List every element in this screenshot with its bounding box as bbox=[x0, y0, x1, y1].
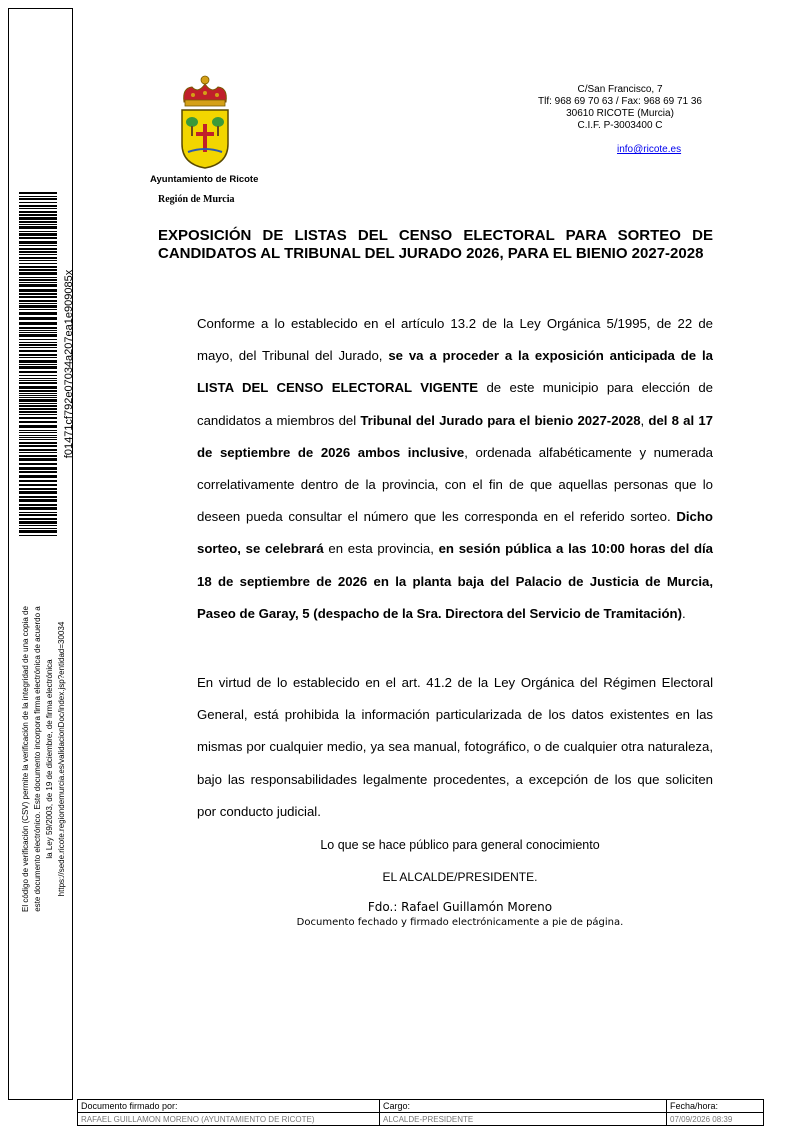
barcode-bar bbox=[19, 452, 57, 453]
barcode-bar bbox=[19, 525, 57, 526]
signature-header-row bbox=[78, 1100, 764, 1113]
position-value: ALCALDE-PRESIDENTE bbox=[380, 1113, 667, 1126]
verification-url: https://sede.ricote.regiondemurcia.es/validacionDoc/index.jsp?entidad=30034 bbox=[57, 621, 66, 897]
barcode-bar bbox=[19, 467, 57, 470]
barcode-bar bbox=[19, 277, 57, 278]
barcode-bar bbox=[19, 231, 57, 232]
barcode-bar bbox=[19, 260, 57, 261]
barcode-bar bbox=[19, 289, 57, 292]
barcode-bar bbox=[19, 393, 57, 394]
barcode-bar bbox=[19, 217, 57, 220]
barcode-bar bbox=[19, 279, 57, 281]
barcode-bar bbox=[19, 233, 57, 236]
barcode-bar bbox=[19, 512, 57, 513]
barcode-bar bbox=[19, 480, 57, 482]
barcode-bar bbox=[19, 360, 57, 363]
barcode-bar bbox=[19, 248, 57, 250]
document-title: EXPOSICIÓN DE LISTAS DEL CENSO ELECTORAL PARA SORTEO DE CANDIDATOS AL TRIBUNAL DEL JURADO 2026, PARA EL BIENIO 2027-2028 bbox=[158, 227, 713, 262]
barcode-bar bbox=[19, 380, 57, 381]
barcode-bar bbox=[19, 382, 57, 384]
text-run: , ordenada alfabéticamente y numerada correlativamente dentro de la provincia, con el fin de que aquellas personas que lo deseen pueda consultar el número que les corresponda en el referido sorteo. bbox=[197, 444, 713, 525]
verification-note bbox=[20, 604, 68, 914]
barcode-bar bbox=[19, 309, 57, 310]
bold-text-run: en sesión pública a las 10:00 horas del día 18 de septiembre de 2026 en la planta baja del Palacio de Justicia de Murcia, Paseo de Garay, 5 (despacho de la Sra. Directora del Servicio de Tramitación) bbox=[197, 541, 713, 621]
barcode-bar bbox=[19, 342, 57, 343]
barcode-bar bbox=[19, 530, 57, 533]
barcode-bar bbox=[19, 198, 57, 200]
address-line: C/San Francisco, 7 bbox=[577, 84, 663, 95]
barcode-bar bbox=[19, 282, 57, 283]
barcode-bar bbox=[19, 214, 57, 216]
datetime-header: Fecha/hora: bbox=[667, 1100, 764, 1113]
address-line: Tlf: 968 69 70 63 / Fax: 968 69 71 36 bbox=[537, 96, 702, 107]
address-line: C.I.F. P-3003400 C bbox=[577, 120, 663, 131]
barcode-bar bbox=[19, 284, 57, 287]
barcode-bar bbox=[19, 330, 57, 331]
barcode-bar bbox=[19, 425, 57, 428]
bold-text-run: Tribunal del Jurado para el bienio 2027-2028 bbox=[360, 412, 641, 428]
barcode-bar bbox=[19, 293, 57, 295]
barcode-bar bbox=[19, 196, 57, 197]
barcode-bar bbox=[19, 371, 57, 373]
barcode-bar bbox=[19, 322, 57, 325]
csv-code: f01471cf792e07034a207ea1e909085x bbox=[63, 269, 75, 459]
barcode-bar bbox=[19, 364, 57, 365]
barcode-bar bbox=[19, 327, 57, 329]
barcode-bar bbox=[19, 375, 57, 376]
barcode-bar bbox=[19, 266, 57, 268]
bold-text-run: se va a proceder a la exposición anticipada de la LISTA DEL CENSO ELECTORAL VIGENTE bbox=[197, 348, 713, 396]
barcode-bar bbox=[19, 504, 57, 506]
barcode-bar bbox=[19, 312, 57, 315]
region-name: Región de Murcia bbox=[158, 194, 235, 205]
text-run: Conforme a lo establecido en el artículo 13.2 de la Ley Orgánica 5/1995, de 22 de mayo, del Tribunal del Jurado, bbox=[197, 316, 713, 364]
barcode-bar bbox=[19, 357, 57, 358]
barcode-bar bbox=[19, 211, 57, 213]
text-run: en esta provincia, bbox=[323, 541, 439, 557]
barcode-bar bbox=[19, 449, 57, 451]
barcode-bar bbox=[19, 521, 57, 524]
barcode-bar bbox=[19, 408, 57, 410]
barcode-bar bbox=[19, 303, 57, 304]
barcode-bar bbox=[19, 350, 57, 352]
barcode-bar bbox=[19, 507, 57, 510]
signed-note: Documento fechado y firmado electrónicamente a pie de página. bbox=[296, 917, 624, 928]
barcode-bar bbox=[19, 296, 57, 298]
barcode-bar bbox=[19, 354, 57, 356]
barcode-bar bbox=[19, 254, 57, 255]
barcode-bar bbox=[19, 263, 57, 264]
barcode-bar bbox=[19, 445, 57, 447]
barcode-bar bbox=[19, 205, 57, 207]
barcode-bar bbox=[19, 305, 57, 308]
coat-of-arms-icon bbox=[176, 72, 234, 172]
barcode-bar bbox=[19, 528, 57, 529]
email-link[interactable]: info@ricote.es bbox=[617, 144, 682, 155]
barcode-bar bbox=[19, 395, 57, 396]
signed-by-value: RAFAEL GUILLAMON MORENO (AYUNTAMIENTO DE RICOTE) bbox=[78, 1113, 380, 1126]
barcode-bar bbox=[19, 224, 57, 225]
address-block bbox=[520, 84, 720, 132]
signature-table bbox=[77, 1099, 764, 1126]
barcode-bar bbox=[19, 442, 57, 444]
datetime-value: 07/09/2026 08:39 bbox=[667, 1113, 764, 1126]
barcode-bar bbox=[19, 458, 57, 461]
barcode-bar bbox=[19, 269, 57, 271]
signed-by-header: Documento firmado por: bbox=[78, 1100, 380, 1113]
announcement-paragraph bbox=[197, 308, 713, 630]
barcode-bar bbox=[19, 300, 57, 302]
signature-value-row bbox=[78, 1113, 764, 1126]
text-run: de este municipio para elección de candidatos a miembros del bbox=[197, 380, 713, 428]
barcode-bar bbox=[19, 208, 57, 209]
barcode-bar bbox=[19, 535, 57, 536]
barcode-bar bbox=[19, 430, 57, 431]
barcode-bar bbox=[19, 257, 57, 259]
barcode-bar bbox=[19, 414, 57, 415]
barcode-bar bbox=[19, 417, 57, 419]
verification-line: este documento electrónico. Este documento incorpora firma electrónica de acuerdo a bbox=[33, 606, 42, 912]
barcode-bar bbox=[19, 272, 57, 275]
address-line: 30610 RICOTE (Murcia) bbox=[566, 108, 674, 119]
barcode-bar bbox=[19, 366, 57, 369]
text-run: . bbox=[681, 605, 686, 621]
barcode-bar bbox=[19, 432, 57, 433]
barcode-bar bbox=[19, 455, 57, 457]
barcode-bar bbox=[19, 334, 57, 337]
barcode-bar bbox=[19, 192, 57, 194]
barcode-bar bbox=[19, 488, 57, 490]
legal-notice-paragraph: En virtud de lo establecido en el art. 41.2 de la Ley Orgánica del Régimen Electoral General, está prohibida la información particularizada de los datos existentes en las mismas por cualquier medio, ya sea manual, fotográfico, o de cualquier otra naturaleza, bajo las responsabilidades legalmente procedentes, a excepción de los que soliciten por conducto judicial. bbox=[197, 675, 713, 819]
signer-title: EL ALCALDE/PRESIDENTE. bbox=[382, 870, 538, 884]
public-notice: Lo que se hace público para general conocimiento bbox=[320, 838, 600, 852]
verification-sidebar bbox=[8, 8, 73, 1100]
barcode-bar bbox=[19, 439, 57, 440]
barcode-bar bbox=[19, 411, 57, 413]
barcode-bar bbox=[19, 339, 57, 340]
barcode-bar bbox=[19, 421, 57, 423]
barcode-bar bbox=[19, 405, 57, 407]
barcode-bar bbox=[19, 317, 57, 320]
barcode-bar bbox=[19, 435, 57, 436]
bold-text-run: Dicho sorteo, se celebrará bbox=[197, 509, 713, 557]
barcode-bar bbox=[19, 496, 57, 498]
barcode-bar bbox=[19, 202, 57, 203]
barcode-bar bbox=[19, 221, 57, 223]
verification-line: la Ley 59/2003, de 19 de diciembre, de firma electrónica bbox=[45, 659, 54, 859]
organization-name: Ayuntamiento de Ricote bbox=[150, 174, 259, 185]
barcode-bar bbox=[19, 241, 57, 244]
barcode-bar bbox=[19, 514, 57, 516]
barcode-bar bbox=[19, 471, 57, 473]
barcode-bar bbox=[19, 518, 57, 520]
barcode-bar bbox=[19, 251, 57, 253]
barcode-bar bbox=[19, 245, 57, 246]
barcode-bar bbox=[19, 397, 57, 398]
barcode-bar bbox=[19, 347, 57, 348]
verification-line: El código de verificación (CSV) permite la verificación de la integridad de una copia de bbox=[21, 606, 30, 912]
barcode-bar bbox=[19, 390, 57, 392]
barcode-bar bbox=[19, 378, 57, 379]
barcode-bar bbox=[19, 463, 57, 465]
barcode-bar bbox=[19, 475, 57, 478]
barcode bbox=[19, 192, 57, 537]
barcode-bar bbox=[19, 484, 57, 486]
text-run: , bbox=[640, 412, 649, 428]
barcode-bar bbox=[19, 437, 57, 438]
barcode-bar bbox=[19, 403, 57, 404]
barcode-bar bbox=[19, 399, 57, 402]
barcode-bar bbox=[19, 226, 57, 229]
barcode-bar bbox=[19, 499, 57, 502]
barcode-bar bbox=[19, 491, 57, 494]
bold-text-run: del 8 al 17 de septiembre de 2026 ambos inclusive bbox=[197, 412, 714, 460]
position-header: Cargo: bbox=[380, 1100, 667, 1113]
barcode-bar bbox=[19, 344, 57, 346]
barcode-bar bbox=[19, 237, 57, 239]
barcode-bar bbox=[19, 386, 57, 389]
barcode-bar bbox=[19, 332, 57, 333]
signer-name: Fdo.: Rafael Guillamón Moreno bbox=[367, 900, 553, 914]
